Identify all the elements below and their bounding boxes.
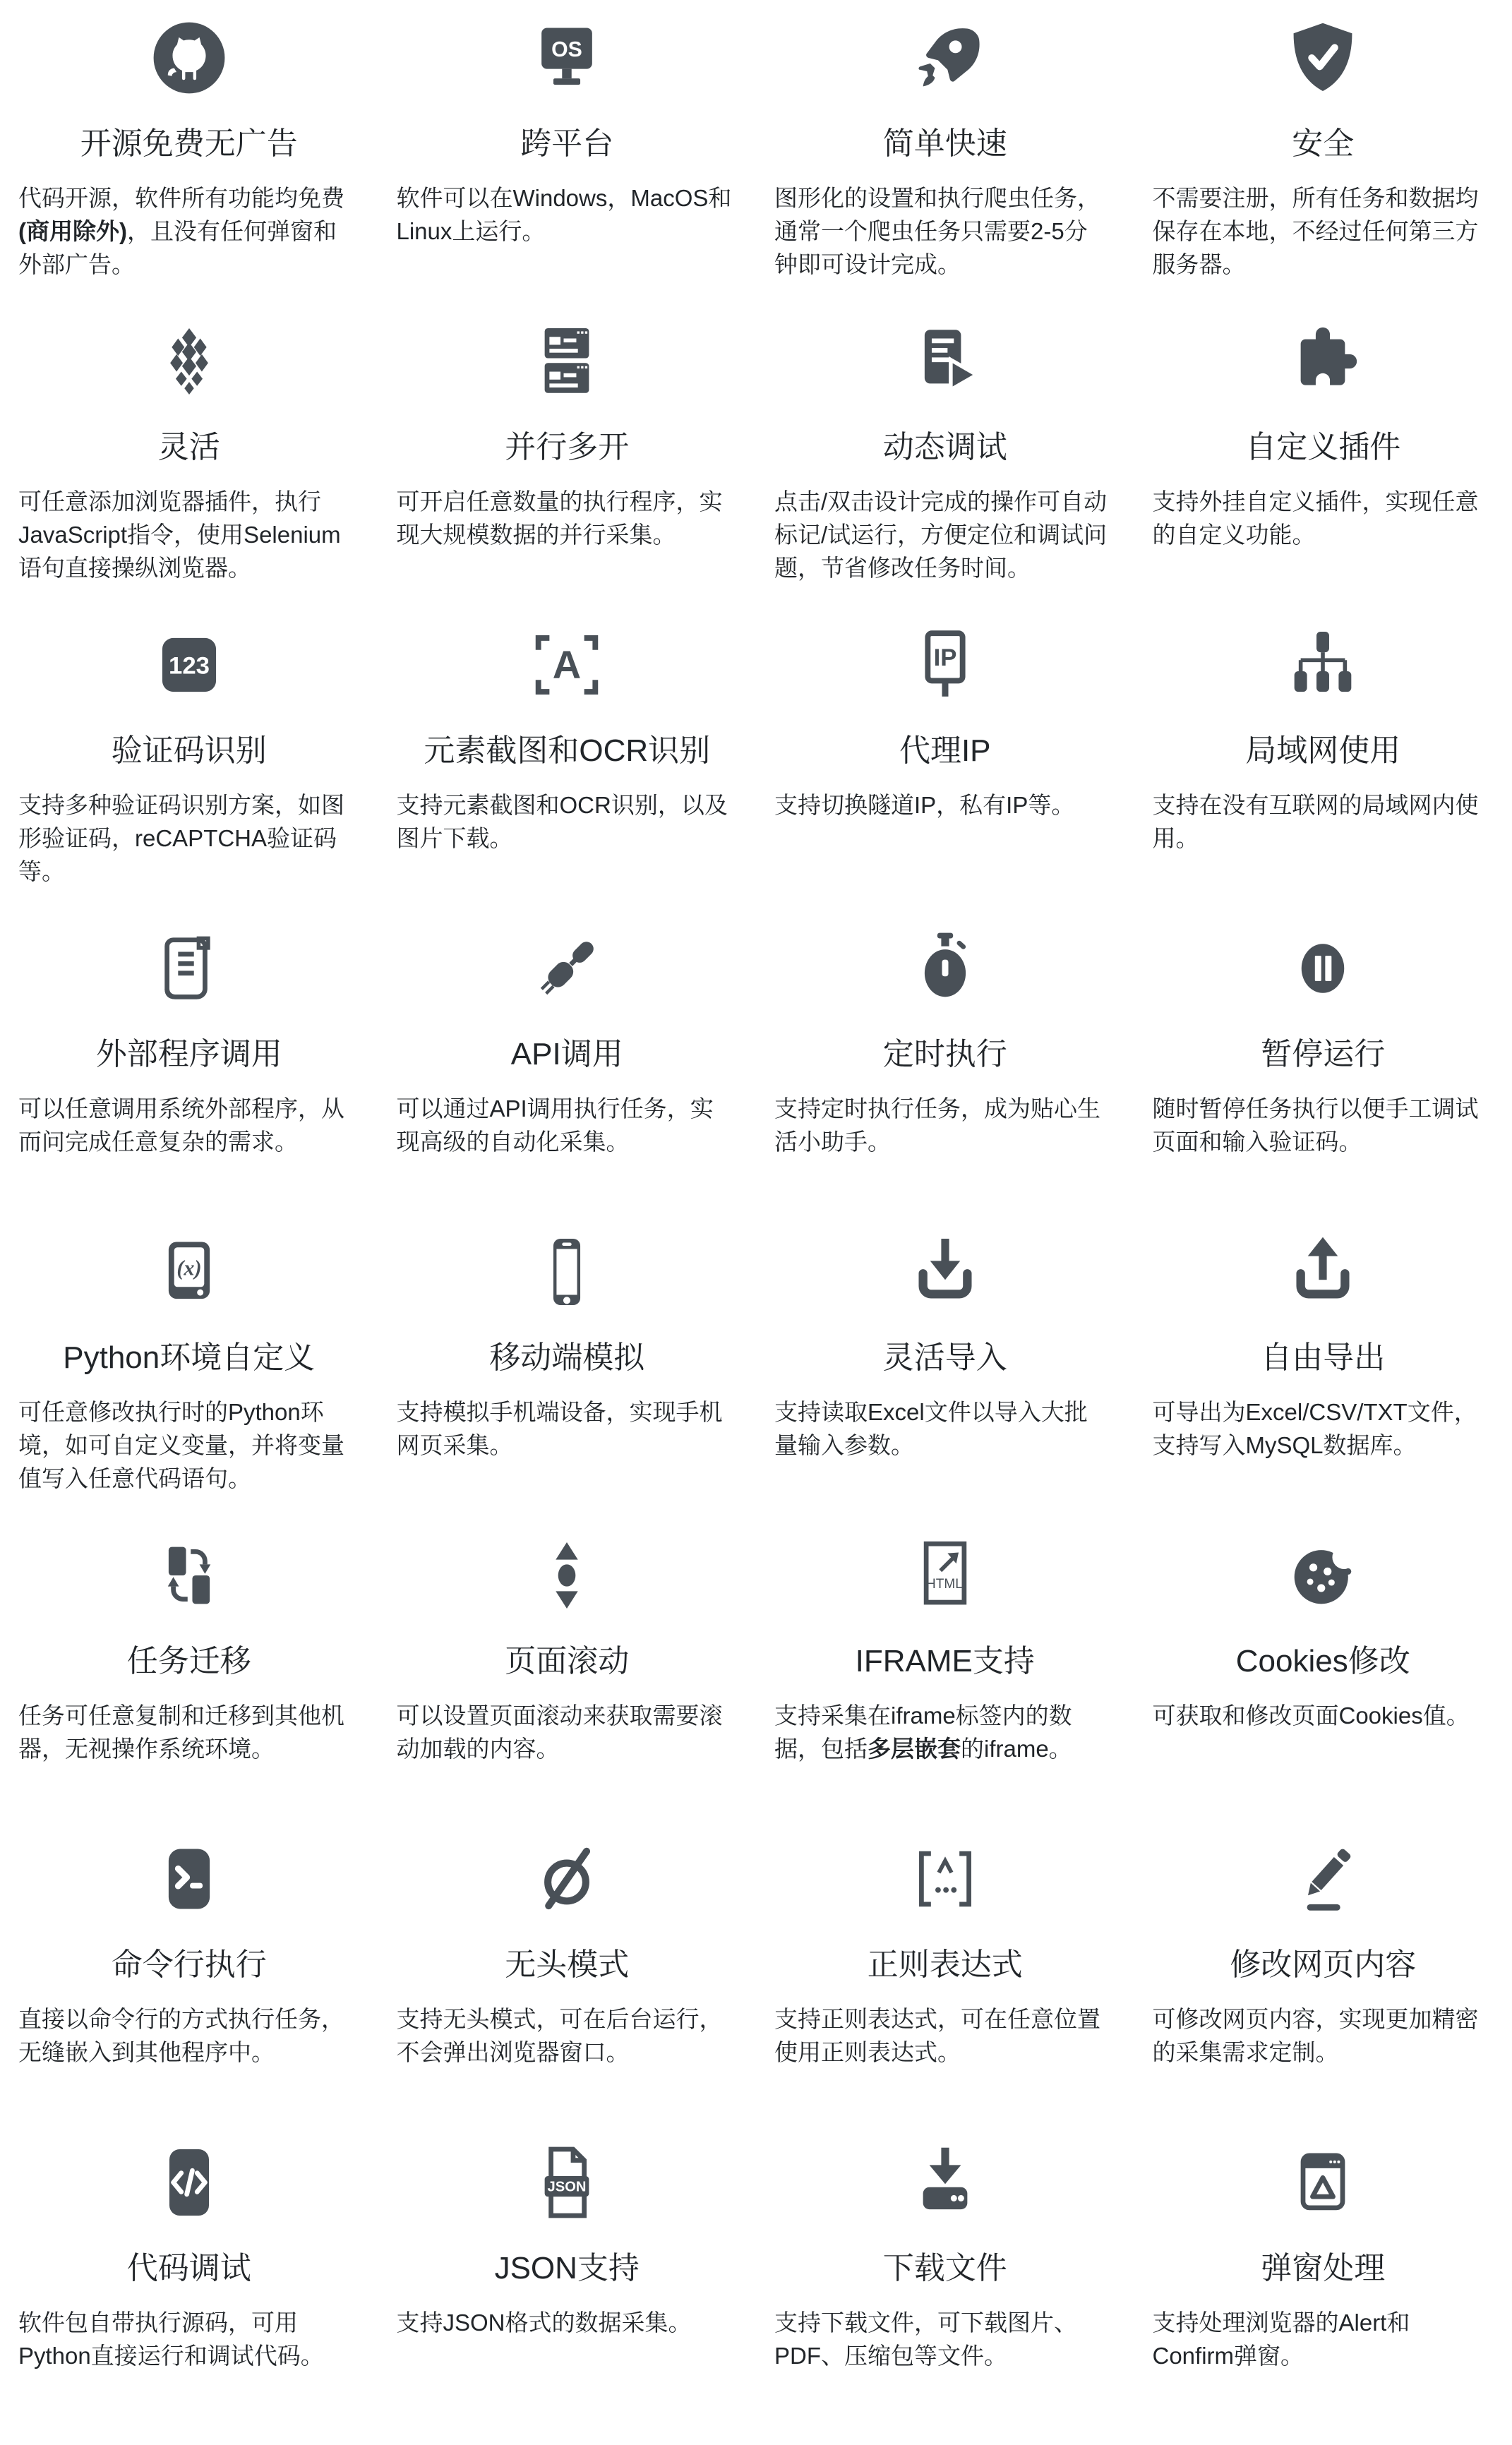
ocr-icon: [527, 624, 606, 706]
feature-title: 下载文件: [883, 2250, 1007, 2288]
feature-card: [756, 1534, 1134, 1838]
feature-title: Python环境自定义: [63, 1340, 315, 1377]
feature-card: [756, 1231, 1134, 1534]
feature-description: 支持处理浏览器的Alert和Confirm弹窗。: [1134, 2306, 1512, 2372]
pause-icon: [1283, 927, 1362, 1009]
feature-description: 可开启任意数量的执行程序，实现大规模数据的并行采集。: [378, 485, 757, 551]
feature-description: 支持模拟手机端设备，实现手机网页采集。: [378, 1395, 757, 1462]
feature-title: 自由导出: [1261, 1340, 1385, 1377]
proxy-ip-icon: [906, 624, 985, 706]
feature-card: [0, 1231, 378, 1534]
feature-title: 代码调试: [127, 2250, 251, 2288]
feature-card: [378, 1534, 757, 1838]
feature-card: [1134, 320, 1512, 624]
feature-card: [378, 1838, 757, 2141]
github-icon: [150, 17, 229, 99]
feature-card: [1134, 1838, 1512, 2141]
feature-description: 可修改网页内容，实现更加精密的采集需求定制。: [1134, 2002, 1512, 2069]
feature-card: [1134, 17, 1512, 320]
feature-card: [756, 1838, 1134, 2141]
migrate-icon: [150, 1534, 229, 1616]
feature-title: 自定义插件: [1245, 429, 1400, 467]
feature-title: 并行多开: [505, 429, 629, 467]
feature-title: 简单快速: [883, 126, 1007, 163]
feature-card: [1134, 624, 1512, 927]
iframe-icon: [906, 1534, 985, 1616]
feature-description: 不需要注册，所有任务和数据均保存在本地，不经过任何第三方服务器。: [1134, 181, 1512, 281]
feature-title: IFRAME支持: [856, 1643, 1035, 1681]
feature-card: [1134, 2141, 1512, 2445]
feature-title: 命令行执行: [112, 1947, 267, 1984]
feature-title: 灵活导入: [883, 1340, 1007, 1377]
feature-card: [0, 2141, 378, 2445]
scroll-paper-icon: [150, 927, 229, 1009]
feature-title: 修改网页内容: [1230, 1947, 1416, 1984]
feature-description: 可任意修改执行时的Python环境，如可自定义变量，并将变量值写入任意代码语句。: [0, 1395, 378, 1495]
feature-title: 任务迁移: [127, 1643, 251, 1681]
feature-description: 支持外挂自定义插件，实现任意的自定义功能。: [1134, 485, 1512, 551]
feature-title: 暂停运行: [1261, 1036, 1385, 1074]
hops-icon: [150, 320, 229, 402]
feature-description: 可以通过API调用执行任务，实现高级的自动化采集。: [378, 1092, 757, 1158]
regex-icon: [906, 1838, 985, 1920]
feature-title: 页面滚动: [505, 1643, 629, 1681]
feature-title: 验证码识别: [112, 733, 267, 770]
feature-card: [0, 17, 378, 320]
mobile-icon: [527, 1231, 606, 1313]
feature-title: 代理IP: [899, 733, 991, 770]
feature-description: 支持无头模式，可在后台运行，不会弹出浏览器窗口。: [378, 2002, 757, 2069]
feature-description: 软件可以在Windows，MacOS和Linux上运行。: [378, 181, 757, 248]
code-icon: [150, 2141, 229, 2223]
feature-card: [756, 17, 1134, 320]
plug-icon: [527, 927, 606, 1009]
feature-description: 支持在没有互联网的局域网内使用。: [1134, 788, 1512, 855]
feature-card: [0, 927, 378, 1231]
feature-title: 移动端模拟: [489, 1340, 644, 1377]
feature-card: [378, 2141, 757, 2445]
file-play-icon: [906, 320, 985, 402]
feature-description: 支持正则表达式，可在任意位置使用正则表达式。: [756, 2002, 1134, 2069]
feature-title: JSON支持: [495, 2250, 640, 2288]
feature-title: 跨平台: [520, 126, 613, 163]
puzzle-icon: [1283, 320, 1362, 402]
feature-card: [756, 320, 1134, 624]
feature-title: Cookies修改: [1236, 1643, 1410, 1681]
feature-title: 定时执行: [883, 1036, 1007, 1074]
feature-card: [378, 1231, 757, 1534]
parallel-windows-icon: [527, 320, 606, 402]
headless-icon: [527, 1838, 606, 1920]
feature-card: [378, 624, 757, 927]
feature-title: 安全: [1292, 126, 1354, 163]
captcha-123-icon: [150, 624, 229, 706]
feature-card: [1134, 1231, 1512, 1534]
stopwatch-icon: [906, 927, 985, 1009]
import-icon: [906, 1231, 985, 1313]
feature-title: 正则表达式: [868, 1947, 1023, 1984]
feature-description: 支持切换隧道IP，私有IP等。: [756, 788, 1134, 822]
feature-card: [756, 2141, 1134, 2445]
feature-description: 支持JSON格式的数据采集。: [378, 2306, 757, 2339]
feature-description: 支持采集在iframe标签内的数据，包括多层嵌套的iframe。: [756, 1699, 1134, 1765]
feature-title: 动态调试: [883, 429, 1007, 467]
feature-card: [0, 1534, 378, 1838]
feature-description: 点击/双击设计完成的操作可自动标记/试运行，方便定位和调试问题，节省修改任务时间。: [756, 485, 1134, 584]
feature-description: 随时暂停任务执行以便手工调试页面和输入验证码。: [1134, 1092, 1512, 1158]
feature-description: 可以设置页面滚动来获取需要滚动加载的内容。: [378, 1699, 757, 1765]
feature-description: 软件包自带执行源码，可用Python直接运行和调试代码。: [0, 2306, 378, 2372]
feature-description: 支持读取Excel文件以导入大批量输入参数。: [756, 1395, 1134, 1462]
feature-card: [0, 1838, 378, 2141]
feature-description: 支持元素截图和OCR识别，以及图片下载。: [378, 788, 757, 855]
lan-icon: [1283, 624, 1362, 706]
feature-description: 可获取和修改页面Cookies值。: [1134, 1699, 1512, 1732]
feature-card: [1134, 927, 1512, 1231]
feature-title: 灵活: [158, 429, 220, 467]
feature-description: 可导出为Excel/CSV/TXT文件，支持写入MySQL数据库。: [1134, 1395, 1512, 1462]
feature-card: [378, 927, 757, 1231]
feature-description: 可任意添加浏览器插件，执行JavaScript指令，使用Selenium语句直接操纵浏览器。: [0, 485, 378, 584]
json-file-icon: [527, 2141, 606, 2223]
feature-description: 代码开源，软件所有功能均免费(商用除外)，且没有任何弹窗和外部广告。: [0, 181, 378, 281]
feature-description: 支持下载文件，可下载图片、PDF、压缩包等文件。: [756, 2306, 1134, 2372]
feature-card: [378, 320, 757, 624]
feature-description: 支持多种验证码识别方案，如图形验证码，reCAPTCHA验证码等。: [0, 788, 378, 888]
terminal-icon: [150, 1838, 229, 1920]
feature-title: 元素截图和OCR识别: [424, 733, 710, 770]
feature-card: [0, 320, 378, 624]
feature-card: [1134, 1534, 1512, 1838]
feature-title: 无头模式: [505, 1947, 629, 1984]
export-icon: [1283, 1231, 1362, 1313]
feature-card: [756, 927, 1134, 1231]
python-env-icon: [150, 1231, 229, 1313]
feature-description: 支持定时执行任务，成为贴心生活小助手。: [756, 1092, 1134, 1158]
rocket-icon: [906, 17, 985, 99]
feature-title: 局域网使用: [1245, 733, 1400, 770]
feature-title: 外部程序调用: [96, 1036, 282, 1074]
feature-title: 弹窗处理: [1261, 2250, 1385, 2288]
feature-title: API调用: [511, 1036, 623, 1074]
feature-card: [756, 624, 1134, 927]
feature-description: 图形化的设置和执行爬虫任务，通常一个爬虫任务只需要2-5分钟即可设计完成。: [756, 181, 1134, 281]
popup-icon: [1283, 2141, 1362, 2223]
feature-description: 任务可任意复制和迁移到其他机器，无视操作系统环境。: [0, 1699, 378, 1765]
cookie-icon: [1283, 1534, 1362, 1616]
feature-card: [0, 624, 378, 927]
download-file-icon: [906, 2141, 985, 2223]
pencil-icon: [1283, 1838, 1362, 1920]
page-scroll-icon: [527, 1534, 606, 1616]
feature-description: 可以任意调用系统外部程序，从而问完成任意复杂的需求。: [0, 1092, 378, 1158]
os-monitor-icon: [527, 17, 606, 99]
feature-title: 开源免费无广告: [80, 126, 298, 163]
shield-check-icon: [1283, 17, 1362, 99]
feature-description: 直接以命令行的方式执行任务，无缝嵌入到其他程序中。: [0, 2002, 378, 2069]
feature-card: [378, 17, 757, 320]
